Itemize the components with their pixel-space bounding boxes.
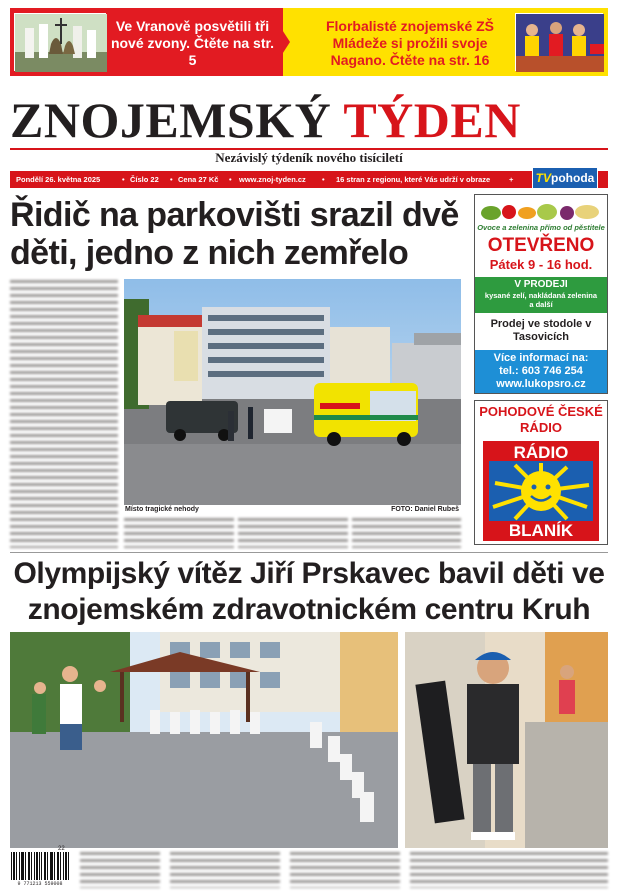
article-text-column — [124, 518, 234, 548]
accident-scene-photo — [124, 279, 461, 505]
photo-caption: Místo tragické nehody — [125, 506, 199, 513]
issue-info-bar: Pondělí 26. května 2025 • Číslo 22 • Cena 27 Kč • www.znoj-tyden.cz • 16 stran z regionu, které Vás udrží v obraze + — [10, 171, 608, 188]
tv-logo-rest: pohoda — [551, 171, 595, 185]
barn-sale: Prodej ve stodole v Tasovicích — [490, 318, 592, 343]
open-title: OTEVŘENO — [487, 235, 595, 256]
section-divider — [10, 552, 608, 553]
bells-photo — [14, 13, 106, 71]
article-text-column — [10, 280, 118, 548]
masthead-tagline: Nezávislý týdeník nového tisíciletí — [215, 150, 403, 165]
radio-ad[interactable] — [474, 400, 608, 545]
phone-number[interactable]: tel.: 603 746 254 — [499, 365, 583, 377]
promo-left-text[interactable]: Ve Vranově posvětili tři nové zvony. Čtěte na str. 5 — [110, 18, 275, 68]
tv-pohoda-logo[interactable] — [532, 167, 598, 189]
radio-blanik-logo — [483, 441, 599, 541]
sale-box — [475, 277, 607, 313]
vegetables-illustration — [479, 199, 603, 221]
sale-title: V PRODEJI — [514, 279, 568, 290]
sale-items: kysané zelí, nakládaná zelenina a další — [484, 291, 598, 309]
article-text-column — [170, 852, 280, 888]
issue-number: Číslo 22 — [130, 175, 159, 184]
radio-logo-bottom: BLANÍK — [508, 521, 574, 540]
tv-logo-tv: TV — [535, 171, 551, 185]
barcode-issue-code: 22 — [58, 846, 65, 852]
olympic-winner-photo — [405, 632, 608, 848]
article-text-column — [80, 852, 160, 888]
main-headline[interactable]: Řidič na parkovišti srazil dvě děti, jedno z nich zemřelo — [10, 196, 459, 272]
children-playground-photo — [10, 632, 398, 848]
masthead-title-part2: TÝDEN — [343, 92, 521, 148]
radio-logo-top: RÁDIO — [513, 443, 569, 462]
website-link[interactable]: www.znoj-tyden.cz — [239, 175, 306, 184]
promo-band — [10, 8, 608, 76]
website[interactable]: www.lukopsro.cz — [496, 378, 586, 390]
radio-headline: POHODOVÉ ČESKÉ RÁDIO — [479, 404, 603, 435]
second-headline[interactable]: Olympijský vítěz Jiří Prskavec bavil děti ve znojemském zdravotnickém centru Kruh — [13, 557, 605, 626]
article-text-column — [290, 852, 400, 888]
masthead-title — [10, 92, 608, 148]
issue-price: Cena 27 Kč — [178, 175, 219, 184]
article-text-column — [238, 518, 348, 548]
barcode-digits: 9 771213 559008 — [17, 881, 63, 887]
photo-caption-bar — [124, 505, 461, 515]
open-hours: Pátek 9 - 16 hod. — [489, 257, 593, 272]
promo-right-text[interactable]: Florbalisté znojemské ZŠ Mládeže si prožili svoje Nagano. Čtěte na str. 16 — [325, 18, 495, 68]
vegetable-ad[interactable] — [474, 194, 608, 394]
masthead-title-part1: ZNOJEMSKÝ — [10, 92, 332, 148]
contact-box — [475, 350, 607, 393]
vegetable-slogan: Ovoce a zelenina přímo od pěstitele — [477, 223, 605, 232]
article-text-column — [352, 518, 461, 548]
article-text-column — [410, 852, 608, 888]
issue-date: Pondělí 26. května 2025 — [16, 175, 101, 184]
floorball-photo — [515, 13, 603, 71]
photo-credit: FOTO: Daniel Rubeš — [391, 506, 459, 513]
more-info: Více informací na: — [493, 352, 589, 364]
pages-info: 16 stran z regionu, které Vás udrží v obraze — [336, 175, 491, 184]
